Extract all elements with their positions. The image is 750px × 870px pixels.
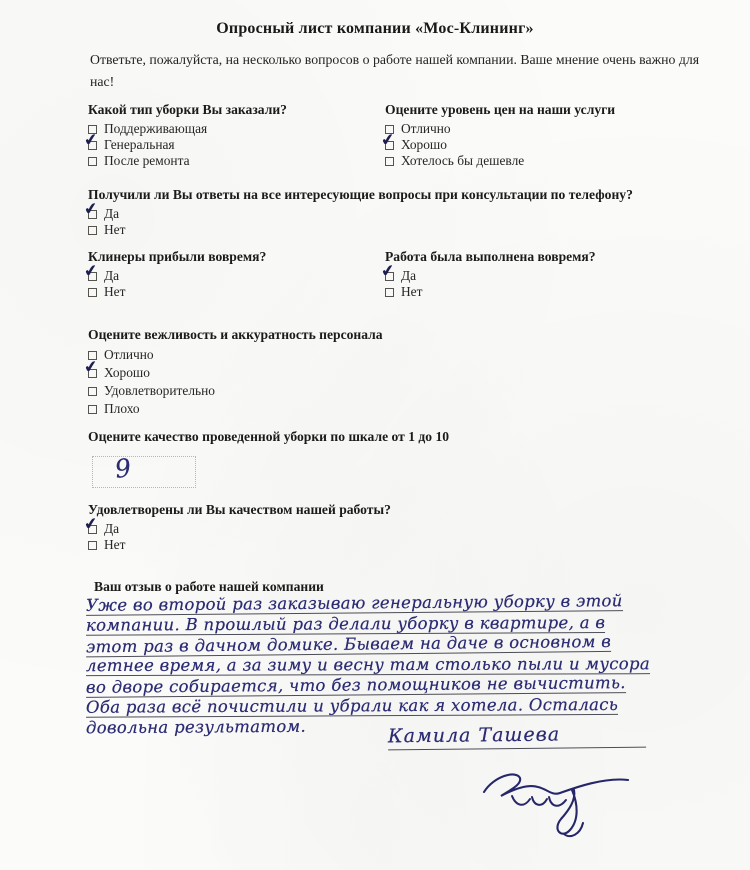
signature-name: Камила Ташева <box>388 723 646 751</box>
checkbox-icon <box>88 226 97 235</box>
checkbox-label: Поддерживающая <box>104 121 208 136</box>
rating-box <box>92 453 196 488</box>
handwritten-line: Уже во второй раз заказываю генеральную уборку в этой <box>85 591 623 615</box>
checkbox-option <box>88 400 508 418</box>
question-work-done-on-time <box>379 248 715 300</box>
checkbox-label: Нет <box>104 537 126 552</box>
checkbox-icon <box>88 141 97 150</box>
question-satisfied <box>82 501 538 553</box>
checkbox-icon <box>88 157 97 166</box>
checkbox-icon <box>385 272 394 281</box>
checkbox-label: Хорошо <box>104 365 150 380</box>
checkbox-label: Нет <box>401 284 423 299</box>
handwritten-checkmark-icon: ✔ <box>379 129 396 150</box>
handwritten-checkmark-icon: ✔ <box>82 198 99 219</box>
checkbox-label: После ремонта <box>104 153 190 168</box>
question-cleaners-on-time <box>82 248 378 300</box>
checkbox-option <box>82 356 508 382</box>
checkbox-icon <box>88 210 97 219</box>
question-label: Удовлетворены ли Вы качеством нашей работы? <box>88 502 391 517</box>
question-label: Получили ли Вы ответы на все интересующие вопросы при консультации по телефону? <box>88 187 633 202</box>
checkbox-option <box>385 284 715 300</box>
checkbox-label: Хотелось бы дешевле <box>401 153 525 168</box>
checkbox-label: Генеральная <box>104 137 175 152</box>
handwritten-line: во дворе собирается, что без помощников не вычистить. <box>85 673 626 697</box>
checkbox-option <box>88 284 378 300</box>
checkbox-option <box>88 153 378 169</box>
checkbox-icon <box>88 125 97 134</box>
checkbox-icon <box>385 157 394 166</box>
checkbox-option <box>88 222 738 238</box>
handwritten-checkmark-icon: ✔ <box>82 513 99 534</box>
checkbox-option <box>379 129 715 153</box>
intro-text: Ответьте, пожалуйста, на несколько вопросов о работе нашей компании. Ваше мнение очень важно для нас! <box>90 52 700 89</box>
checkbox-label: Отлично <box>401 121 451 136</box>
handwritten-line: летнее время, а за зиму и весну там столько пыли и мусора <box>85 653 651 675</box>
checkbox-icon <box>88 387 97 396</box>
checkbox-icon <box>88 351 97 360</box>
checkbox-option <box>88 121 378 137</box>
handwritten-rating-value: 9 <box>113 453 133 484</box>
question-label: Какой тип уборки Вы заказали? <box>88 102 287 117</box>
checkbox-option <box>82 129 378 153</box>
handwritten-checkmark-icon: ✔ <box>379 260 396 281</box>
checkbox-icon <box>88 541 97 550</box>
question-label: Оцените уровень цен на наши услуги <box>385 102 616 117</box>
checkbox-icon <box>385 125 394 134</box>
checkbox-option <box>385 153 715 169</box>
question-quality-scale <box>88 428 588 488</box>
checkbox-option <box>82 260 378 284</box>
checkbox-icon <box>385 288 394 297</box>
checkbox-label: Нет <box>104 284 126 299</box>
checkbox-label: Хорошо <box>401 137 447 152</box>
checkbox-label: Отлично <box>104 347 154 362</box>
checkbox-option <box>379 260 715 284</box>
checkbox-icon <box>88 272 97 281</box>
question-phone-consultation <box>82 186 738 238</box>
checkbox-icon <box>88 288 97 297</box>
page-title: Опросный лист компании «Мос-Клининг» <box>216 20 534 37</box>
checkbox-label: Да <box>104 268 120 283</box>
question-price-level <box>379 101 715 169</box>
checkbox-option <box>88 346 508 364</box>
question-label: Клинеры прибыли вовремя? <box>88 249 267 264</box>
question-cleaning-type <box>82 101 378 169</box>
feedback-heading: Ваш отзыв о работе нашей компании <box>94 579 324 594</box>
handwritten-checkmark-icon: ✔ <box>82 129 99 150</box>
checkbox-label: Да <box>401 268 417 283</box>
signature-flourish-icon <box>470 750 640 855</box>
checkbox-icon <box>385 141 394 150</box>
handwritten-checkmark-icon: ✔ <box>82 356 99 377</box>
checkbox-label: Удовлетворительно <box>104 383 215 398</box>
checkbox-label: Да <box>104 521 120 536</box>
checkbox-label: Нет <box>104 222 126 237</box>
handwritten-review <box>86 593 736 737</box>
checkbox-icon <box>88 369 97 378</box>
question-politeness <box>82 326 508 418</box>
handwritten-line: компании. В прошлый раз делали уборку в квартире, а в <box>85 612 606 635</box>
checkbox-icon <box>88 405 97 414</box>
handwritten-checkmark-icon: ✔ <box>82 260 99 281</box>
checkbox-option <box>88 382 508 400</box>
checkbox-label: Да <box>104 206 120 221</box>
question-label: Оцените качество проведенной уборки по шкале от 1 до 10 <box>88 429 450 444</box>
checkbox-option <box>82 198 738 222</box>
handwritten-line: довольна результатом. <box>85 716 307 738</box>
question-label: Работа была выполнена вовремя? <box>385 249 596 264</box>
checkbox-option <box>82 513 538 537</box>
question-label: Оцените вежливость и аккуратность персонала <box>88 327 383 342</box>
handwritten-line: этот раз в дачном домике. Бываем на даче в основном в <box>85 631 612 657</box>
handwritten-line: Оба раза всё почистили и убрали как я хотела. Осталась <box>85 694 619 717</box>
checkbox-option <box>385 121 715 137</box>
checkbox-option <box>88 537 538 553</box>
checkbox-icon <box>88 525 97 534</box>
checkbox-label: Плохо <box>104 401 140 416</box>
